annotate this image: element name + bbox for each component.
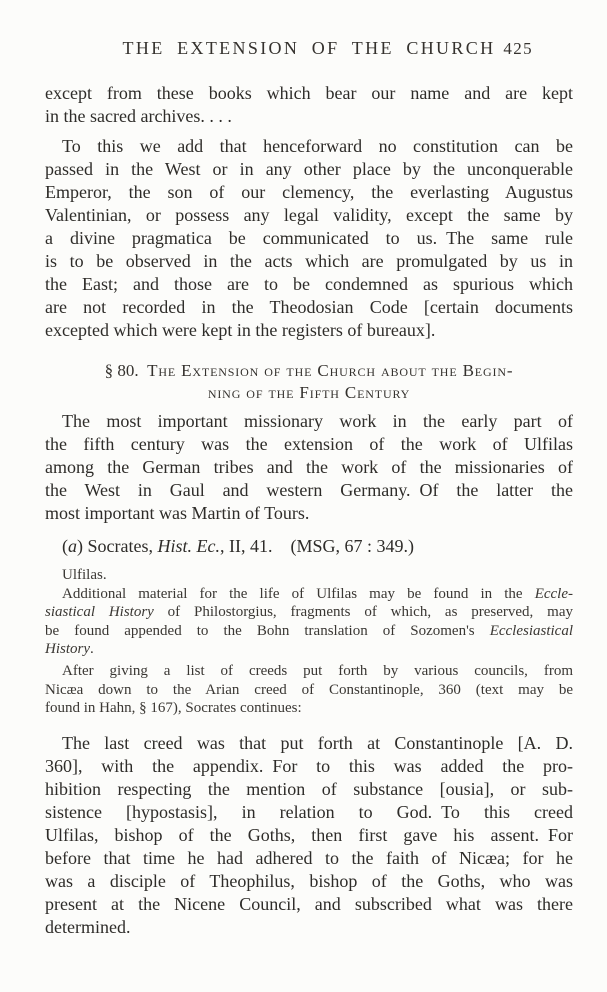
running-header-title: THE EXTENSION OF THE CHURCH <box>122 38 496 58</box>
paragraph-continuation <box>45 82 573 128</box>
section-heading <box>45 360 573 404</box>
text-line: the fifth century was the extension of the work of Ulfilas <box>45 434 573 454</box>
paragraph-constitution <box>45 135 573 342</box>
text-line: in the sacred archives. . . . <box>45 106 232 126</box>
text-line: ning of the Fifth Century <box>207 383 411 402</box>
text-line: most important was Martin of Tours. <box>45 503 310 523</box>
note-context <box>45 662 573 718</box>
text-line: be found appended to the Bohn translation of Sozomen's Ecclesiastical <box>45 622 573 639</box>
text-line: passed in the West or in any other place by the unconquerable <box>45 159 573 179</box>
text-line: The last creed was that put forth at Constantinople [A. D. <box>62 732 573 753</box>
text-line: is to be observed in the acts which are promulgated by us in <box>45 251 573 271</box>
text-line: the East; and those are to be condemned as spurious which <box>45 274 573 294</box>
text-line: History. <box>45 641 94 658</box>
text-line: To this we add that henceforward no constitution can be <box>62 136 573 156</box>
text-line: a divine pragmatica be communicated to us. The same rule <box>45 228 573 248</box>
text-line: 360], with the appendix. For to this was added the pro- <box>45 755 573 776</box>
text-line: was a disciple of Theophilus, bishop of the Goths, who was <box>45 870 573 891</box>
running-header <box>45 38 573 60</box>
paragraph-missionary <box>45 410 573 525</box>
paragraph-creed <box>45 732 573 939</box>
text-line: The most important missionary work in the early part of <box>62 411 573 431</box>
citation <box>45 535 573 558</box>
text-line: After giving a list of creeds put forth by various councils, from <box>62 662 573 679</box>
text-line: except from these books which bear our name and are kept <box>45 83 573 103</box>
text-line: excepted which were kept in the registers of bureaux]. <box>45 320 436 340</box>
text-line: Nicæa down to the Arian creed of Constantinople, 360 (text may be <box>45 681 573 698</box>
text-line: Valentinian, or possess any legal validity, except the same by <box>45 205 573 225</box>
text-line: are not recorded in the Theodosian Code [certain documents <box>45 297 573 317</box>
text-line: present at the Nicene Council, and subscribed what was there <box>45 893 573 914</box>
note-label <box>45 566 573 585</box>
text-line: siastical History of Philostorgius, fragments of which, as preserved, may <box>45 604 573 621</box>
text-line: the West in Gaul and western Germany. Of the latter the <box>45 480 573 500</box>
text-line: Ulfilas. <box>62 567 107 583</box>
text-line: found in Hahn, § 167), Socrates continues: <box>45 700 302 717</box>
text-line: Emperor, the son of our clemency, the everlasting Augustus <box>45 182 573 202</box>
page-content <box>45 82 573 939</box>
text-line: (a) Socrates, Hist. Ec., II, 41. (MSG, 67 : 349.) <box>62 536 414 556</box>
text-line: § 80. The Extension of the Church about the Begin- <box>104 361 514 380</box>
text-line: determined. <box>45 916 131 937</box>
text-line: Ulfilas, bishop of the Goths, then first gave his assent. For <box>45 824 573 845</box>
note-sources <box>45 585 573 659</box>
text-line: Additional material for the life of Ulfilas may be found in the Eccle- <box>62 585 573 602</box>
text-line: among the German tribes and the work of the missionaries of <box>45 457 573 477</box>
text-line: hibition respecting the mention of substance [ousia], or sub- <box>45 778 573 799</box>
text-line: before that time he had adhered to the faith of Nicæa; for he <box>45 847 573 868</box>
text-line: sistence [hypostasis], in relation to God. To this creed <box>45 801 573 822</box>
page-number: 425 <box>503 39 533 58</box>
